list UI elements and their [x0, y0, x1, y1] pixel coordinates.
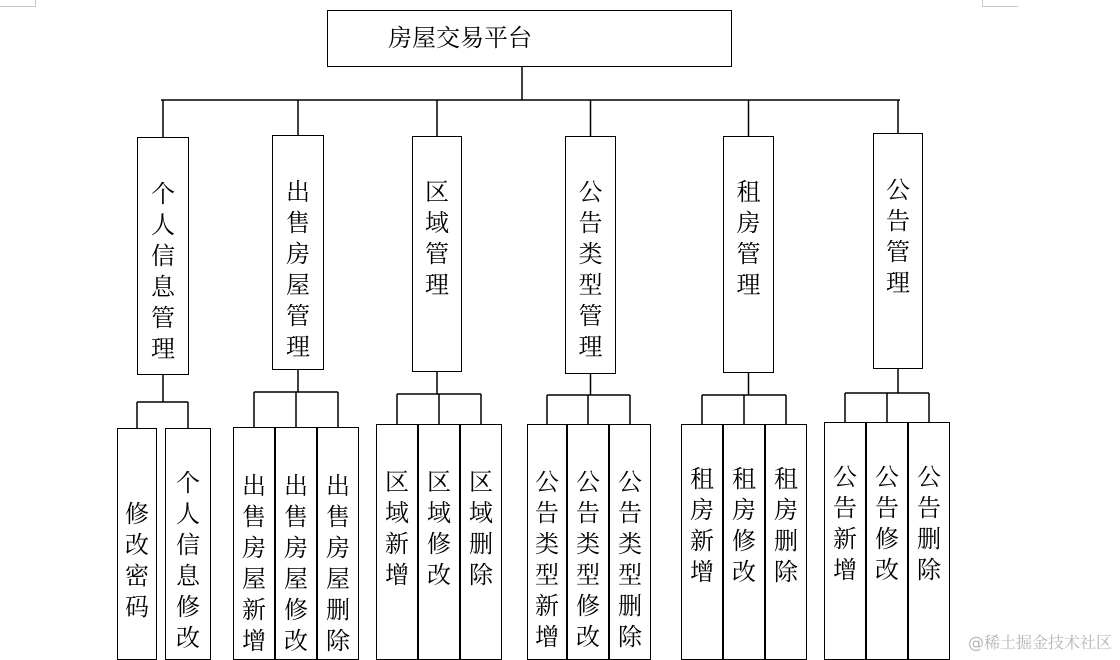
module-node-m4-box: [565, 136, 616, 374]
child-node-m4-1-label: 公 告 类 型 修 改: [576, 468, 600, 651]
child-node-m2-2-label: 出 售 房 屋 删 除: [326, 472, 350, 655]
child-node-m2-0-label: 出 售 房 屋 新 增: [242, 472, 266, 655]
child-node-m2-1-box: [275, 427, 317, 660]
root-node-title: 房屋交易平台: [388, 24, 532, 52]
child-node-m3-0-label: 区 域 新 增: [385, 468, 409, 589]
child-node-m5-0-box: [681, 424, 723, 660]
module-node-m2-box: [272, 135, 324, 370]
module-node-m3-label: 区 域 管 理: [425, 178, 449, 299]
child-node-m4-2-label: 公 告 类 型 删 除: [618, 468, 642, 651]
child-node-m5-2-label: 租 房 删 除: [774, 465, 798, 586]
child-node-m3-2-box: [460, 424, 502, 660]
child-node-m5-0-label: 租 房 新 增: [690, 465, 714, 586]
watermark-text: @稀土掘金技术社区: [967, 633, 1112, 652]
child-node-m3-1-box: [418, 424, 460, 660]
module-node-m1-box: [137, 137, 189, 375]
child-node-m5-2-box: [765, 424, 807, 660]
child-node-m4-2-box: [609, 424, 651, 660]
child-node-m1-1-label: 个 人 信 息 修 改: [176, 469, 200, 652]
root-node-box: [327, 10, 732, 67]
module-node-m1-label: 个 人 信 息 管 理: [151, 180, 175, 363]
child-node-m2-1-label: 出 售 房 屋 修 改: [284, 472, 308, 655]
module-node-m5-label: 租 房 管 理: [736, 178, 761, 299]
child-node-m5-1-box: [723, 424, 765, 660]
module-node-m6-box: [873, 133, 923, 369]
child-node-m6-2-label: 公 告 删 除: [917, 463, 941, 584]
child-node-m3-2-label: 区 域 删 除: [469, 468, 493, 589]
module-node-m4-label: 公 告 类 型 管 理: [578, 178, 603, 361]
child-node-m6-2-box: [908, 422, 950, 660]
child-node-m6-0-label: 公 告 新 增: [833, 463, 857, 584]
child-node-m6-0-box: [824, 422, 866, 660]
child-node-m6-1-box: [866, 422, 908, 660]
child-node-m1-0-box: [117, 428, 157, 660]
module-node-m5-box: [723, 136, 774, 373]
module-node-m6-label: 公 告 管 理: [886, 176, 910, 297]
module-node-m3-box: [412, 136, 462, 372]
child-node-m4-0-label: 公 告 类 型 新 增: [535, 468, 559, 651]
child-node-m3-0-box: [376, 424, 418, 660]
child-node-m6-1-label: 公 告 修 改: [875, 463, 899, 584]
child-node-m1-0-label: 修 改 密 码: [125, 500, 149, 621]
child-node-m5-1-label: 租 房 修 改: [732, 465, 756, 586]
child-node-m2-0-box: [233, 427, 275, 660]
child-node-m4-1-box: [567, 424, 609, 660]
child-node-m3-1-label: 区 域 修 改: [427, 468, 451, 589]
child-node-m1-1-box: [165, 428, 211, 660]
module-node-m2-label: 出 售 房 屋 管 理: [286, 178, 310, 361]
child-node-m2-2-box: [317, 427, 359, 660]
child-node-m4-0-box: [527, 424, 567, 660]
